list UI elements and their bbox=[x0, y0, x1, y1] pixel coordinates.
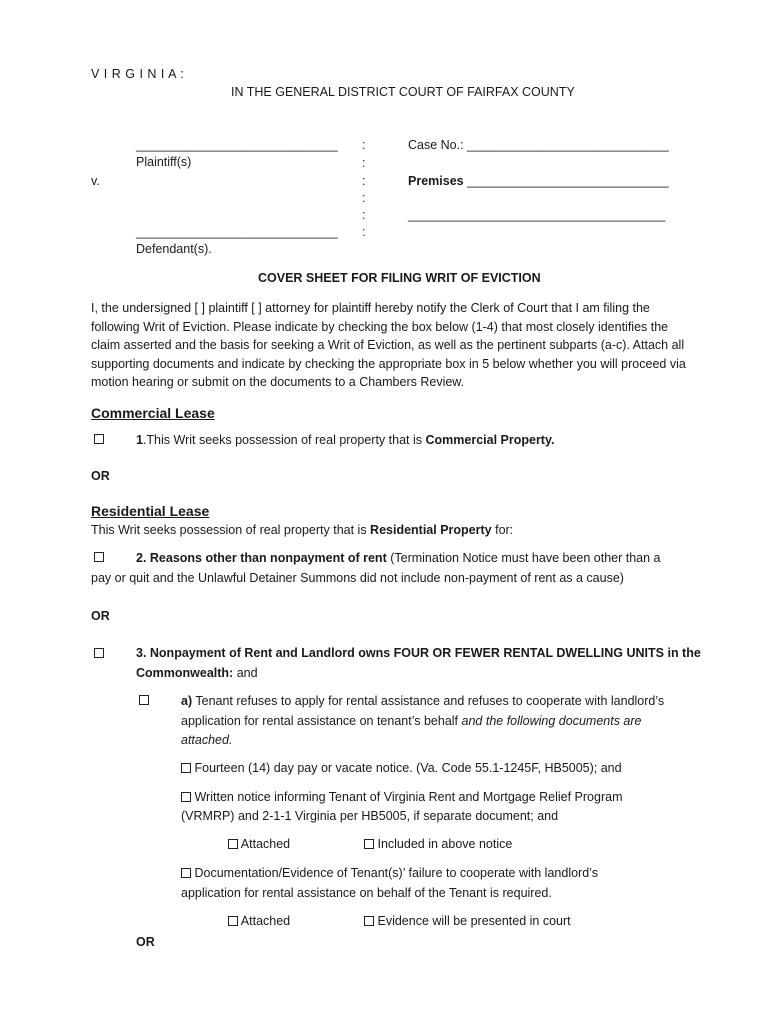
premises-label: Premises bbox=[408, 174, 464, 188]
sub-a-label: a) bbox=[181, 694, 193, 708]
commercial-item-text: .This Writ seeks possession of real property that is bbox=[142, 433, 426, 447]
checkbox-icon bbox=[181, 868, 191, 878]
checkbox-icon bbox=[94, 434, 104, 444]
defendant-name-line[interactable]: _____________________________ bbox=[136, 225, 338, 239]
checkbox-icon bbox=[181, 792, 191, 802]
attached2-option[interactable] bbox=[228, 914, 290, 928]
state-heading: V I R G I N I A : bbox=[91, 67, 185, 81]
versus-label: v. bbox=[91, 174, 100, 188]
item3-commonwealth: Commonwealth: bbox=[136, 666, 234, 680]
evidence-option[interactable] bbox=[181, 866, 598, 880]
checkbox-icon bbox=[228, 916, 238, 926]
commercial-item bbox=[136, 433, 554, 447]
plaintiff-label: Plaintiff(s) bbox=[136, 155, 192, 169]
or-divider: OR bbox=[91, 469, 110, 483]
premises-field[interactable] bbox=[408, 174, 669, 188]
or-divider: OR bbox=[91, 609, 110, 623]
caption-colon: : bbox=[362, 138, 366, 152]
residential-checkbox[interactable] bbox=[94, 550, 104, 564]
item2-text: (Termination Notice must have been other than a bbox=[386, 551, 661, 565]
item2-heading: . Reasons other than nonpayment of rent bbox=[142, 551, 387, 565]
commercial-property-label: Commercial Property. bbox=[425, 433, 555, 447]
sub-a-checkbox[interactable] bbox=[139, 693, 149, 707]
case-number-field[interactable]: Case No.: _____________________________ bbox=[408, 138, 669, 152]
caption-colon: : bbox=[362, 191, 366, 205]
checkbox-icon bbox=[228, 839, 238, 849]
attached-label: Attached bbox=[240, 837, 291, 851]
evidence-label: Documentation/Evidence of Tenant(s)’ failure to cooperate with landlord’s bbox=[194, 866, 598, 880]
plaintiff-name-line[interactable]: _____________________________ bbox=[136, 138, 338, 152]
written-notice-line2: (VRMRP) and 2-1-1 Virginia per HB5005, if separate document; and bbox=[181, 809, 559, 823]
presented-label: Evidence will be presented in court bbox=[377, 914, 571, 928]
written-notice-option[interactable] bbox=[181, 790, 623, 804]
item-number: 1 bbox=[136, 433, 143, 447]
residential-lease-heading: Residential Lease bbox=[91, 503, 210, 519]
premises-extra-line[interactable]: _____________________________________ bbox=[408, 208, 666, 222]
checkbox-icon bbox=[364, 839, 374, 849]
checkbox-icon bbox=[94, 648, 104, 658]
caption-colon: : bbox=[362, 208, 366, 222]
presented-option[interactable] bbox=[364, 914, 571, 928]
residential-intro bbox=[91, 523, 513, 537]
item3-checkbox[interactable] bbox=[94, 646, 104, 660]
defendant-label: Defendant(s). bbox=[136, 242, 212, 256]
sub-a-text: Tenant refuses to apply for rental assistance and refuses to cooperate with landlord’s bbox=[192, 694, 665, 708]
checkbox-icon bbox=[139, 695, 149, 705]
written-notice-label: Written notice informing Tenant of Virginia Rent and Mortgage Relief Program bbox=[194, 790, 623, 804]
or-divider: OR bbox=[136, 935, 155, 949]
item-number: 2 bbox=[136, 551, 143, 565]
intro-paragraph: I, the undersigned [ ] plaintiff [ ] attorney for plaintiff hereby notify the Clerk of Court that I am filing the following Writ of Eviction. Please indicate by checking the box below (1-4) that most closely identifies the claim asserted and the basis for seeking a Writ of Eviction, as well as the pertinent subparts (a-c). Attach all supporting documents and indicate by checking the appropriate box in 5 below whether you will proceed via motion hearing or submit on the documents to a Chambers Review. bbox=[91, 301, 686, 390]
checkbox-icon bbox=[94, 552, 104, 562]
residential-intro-text: This Writ seeks possession of real property that is bbox=[91, 523, 371, 537]
included-option[interactable] bbox=[364, 837, 512, 851]
notice14-option[interactable] bbox=[181, 761, 622, 775]
form-title: COVER SHEET FOR FILING WRIT OF EVICTION bbox=[258, 271, 541, 285]
sub-a-line3: attached. bbox=[181, 733, 233, 747]
residential-intro-tail: for: bbox=[491, 523, 514, 537]
item2-line1 bbox=[136, 551, 661, 565]
sub-a-italic: and the following documents are bbox=[461, 714, 642, 728]
included-label: Included in above notice bbox=[377, 837, 513, 851]
item2-line2: pay or quit and the Unlawful Detainer Summons did not include non-payment of rent as a cause) bbox=[91, 571, 624, 585]
sub-a-line1 bbox=[181, 694, 664, 708]
attached2-label: Attached bbox=[240, 914, 291, 928]
evidence-line2: application for rental assistance on behalf of the Tenant is required. bbox=[181, 886, 552, 900]
item3-line1: 3. Nonpayment of Rent and Landlord owns FOUR OR FEWER RENTAL DWELLING UNITS in the bbox=[136, 646, 701, 660]
court-heading: IN THE GENERAL DISTRICT COURT OF FAIRFAX COUNTY bbox=[231, 85, 575, 99]
item3-line2 bbox=[136, 666, 258, 680]
residential-property-label: Residential Property bbox=[370, 523, 492, 537]
item3-tail: and bbox=[233, 666, 258, 680]
caption-colon: : bbox=[362, 225, 366, 239]
checkbox-icon bbox=[181, 763, 191, 773]
commercial-checkbox[interactable] bbox=[94, 432, 104, 446]
sub-a-line2 bbox=[181, 714, 642, 728]
attached-option[interactable] bbox=[228, 837, 290, 851]
commercial-lease-heading: Commercial Lease bbox=[91, 405, 215, 421]
premises-line[interactable]: _____________________________ bbox=[467, 174, 669, 188]
notice14-label: Fourteen (14) day pay or vacate notice. (Va. Code 55.1-1245F, HB5005); and bbox=[194, 761, 622, 775]
caption-colon: : bbox=[362, 174, 366, 188]
caption-colon: : bbox=[362, 156, 366, 170]
sub-a-text2: application for rental assistance on tenant’s behalf bbox=[181, 714, 462, 728]
checkbox-icon bbox=[364, 916, 374, 926]
